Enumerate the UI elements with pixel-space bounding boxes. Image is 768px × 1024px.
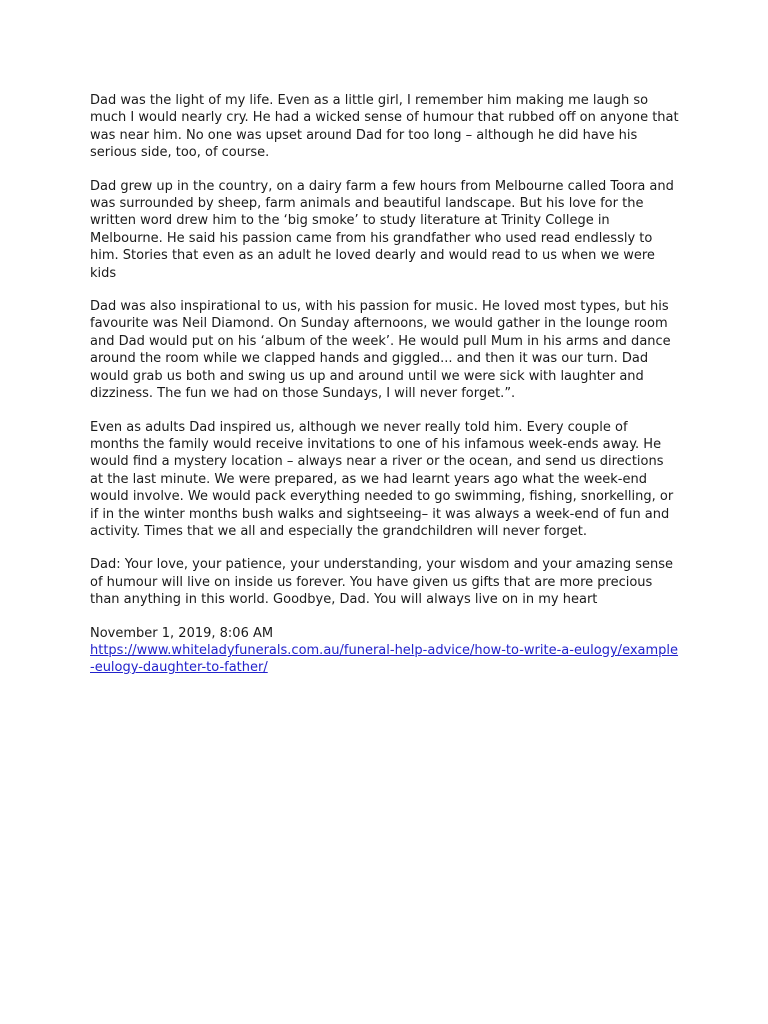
- paragraph-3: Dad was also inspirational to us, with his passion for music. He loved most types, but his favourite was Neil Diamond. On Sunday afternoons, we would gather in the lounge room and Dad would put on his ‘album of the week’. He would pull Mum in his arms and dance around the room while we clapped hands and giggled... and then it was our turn. Dad would grab us both and swing us up and around until we were sick with laughter and dizziness. The fun we had on those Sundays, I will never forget.”.: [90, 299, 671, 402]
- paragraph-2: Dad grew up in the country, on a dairy farm a few hours from Melbourne called Toora and was surrounded by sheep, farm animals and beautiful landscape. But his love for the written word drew him to the ‘big smoke’ to study literature at Trinity College in Melbourne. He said his passion came from his grandfather who used read endlessly to him. Stories that even as an adult he loved dearly and would read to us when we were kids: [90, 178, 674, 281]
- source-block: [90, 625, 680, 677]
- paragraph-5: Dad: Your love, your patience, your understanding, your wisdom and your amazing sense of humour will live on inside us forever. You have given us gifts that are more precious than anything in this world. Goodbye, Dad. You will always live on in my heart: [90, 557, 673, 608]
- timestamp: November 1, 2019, 8:06 AM: [90, 625, 274, 641]
- source-link[interactable]: https://www.whiteladyfunerals.com.au/funeral-help-advice/how-to-write-a-eulogy/example-eulogy-daughter-to-father/: [90, 642, 679, 676]
- paragraph-1: Dad was the light of my life. Even as a little girl, I remember him making me laugh so much I would nearly cry. He had a wicked sense of humour that rubbed off on anyone that was near him. No one was upset around Dad for too long – although he did have his serious side, too, of course.: [90, 93, 679, 161]
- paragraph-4: Even as adults Dad inspired us, although we never really told him. Every couple of months the family would receive invitations to one of his infamous week-ends away. He would find a mystery location – always near a river or the ocean, and send us directions at the last minute. We were prepared, as we had learnt years ago what the week-end would involve. We would pack everything needed to go swimming, fishing, snorkelling, or if in the winter months bush walks and sightseeing– it was always a week-end of fun and activity. Times that we all and especially the grandchildren will never forget.: [90, 419, 674, 539]
- document-page: [90, 92, 680, 677]
